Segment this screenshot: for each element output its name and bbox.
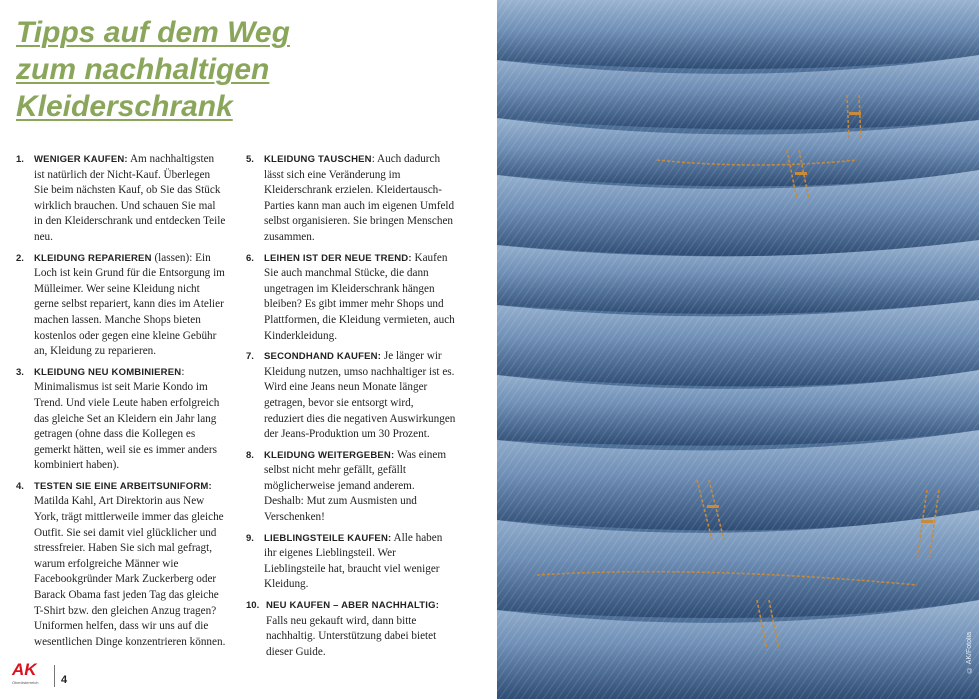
tip-heading: SECONDHAND KAUFEN: xyxy=(264,351,382,363)
tip-text: Kaufen Sie auch manchmal Stücke, die dann ungetragen im Kleiderschrank hängen bleiben? Es gibt immer mehr Shops und Plattformen, die Kleidung vermieten, auch Kinderkleidung. xyxy=(264,251,455,342)
title-line-1: Tipps auf dem Weg xyxy=(16,16,290,49)
tip-item xyxy=(246,251,456,345)
tip-number: 9. xyxy=(246,532,254,544)
tip-number: 3. xyxy=(16,366,24,378)
tip-item xyxy=(246,349,456,443)
tip-item xyxy=(16,152,226,246)
title-line-2: zum nachhaltigen xyxy=(16,53,270,86)
tip-heading: KLEIDUNG TAUSCHEN xyxy=(264,154,372,165)
logo-text: AK xyxy=(12,660,37,679)
tip-heading: KLEIDUNG WEITERGEBEN: xyxy=(264,449,395,461)
tip-item xyxy=(246,448,456,526)
tip-number: 5. xyxy=(246,154,254,165)
tip-heading: NEU KAUFEN – ABER NACHHALTIG: xyxy=(266,600,440,612)
tip-item xyxy=(246,598,456,660)
tip-item xyxy=(246,531,456,593)
jeans-photo xyxy=(497,0,979,699)
tip-text: Am nachhaltigsten ist natürlich der Nicht-Kauf. Überlegen Sie beim nächsten Kauf, ob Sie das Stück wirklich brauchen. Und schauen Sie mal in den Kleiderschrank und entdecken Teile neu. xyxy=(34,153,226,243)
page-title xyxy=(16,14,290,125)
tip-text: Was einem selbst nicht mehr gefällt, gefällt möglicherweise jemand anderem. Deshalb: Mut zum Ausmisten und Verschenken! xyxy=(264,448,447,524)
tip-text: : Auch dadurch lässt sich eine Veränderung im Kleiderschrank erzielen. Kleidertausch-Parties kann man auch im eigenen Umfeld selbst organisieren. Sie bringen Menschen zusammen. xyxy=(264,153,455,243)
photo-credit: © AK/Fotolia xyxy=(966,632,973,673)
tip-number: 6. xyxy=(246,252,254,264)
tip-heading: KLEIDUNG REPARIEREN xyxy=(34,252,152,264)
page-number: 4 xyxy=(61,674,68,686)
tip-number: 1. xyxy=(16,154,24,165)
tip-heading: LEIHEN IST DER NEUE TREND: xyxy=(264,252,412,264)
footer-divider xyxy=(54,665,55,687)
tip-number: 2. xyxy=(16,252,24,264)
tip-item xyxy=(246,152,456,246)
logo-subtext: Oberösterreich xyxy=(12,680,39,685)
tip-number: 4. xyxy=(16,480,24,492)
tip-text: (lassen): Ein Loch ist kein Grund für die Entsorgung im Mülleimer. Wer seine Kleidung nicht gerne selbst repariert, kann dies im Atelier machen lassen. Manche Shops bieten kostenlos oder gegen eine kleine Gebühr an, Kleidung zu reparieren. xyxy=(34,251,225,358)
tip-heading: KLEIDUNG NEU KOMBINIEREN xyxy=(34,366,182,378)
tip-heading: WENIGER KAUFEN: xyxy=(34,154,128,165)
tips-column-right xyxy=(246,152,456,665)
tip-text: Falls neu gekauft wird, dann bitte nachhaltig. Unterstützung dabei bietet dieser Guide. xyxy=(266,614,437,658)
tip-text: Je länger wir Kleidung nutzen, umso nachhaltiger ist es. Wird eine Jeans neun Monate länger getragen, bevor sie entsorgt wird, reduziert dies die negativen Auswirkungen der Jeans-Produktion um 30 Prozent. xyxy=(264,350,456,441)
tip-text: Alle haben ihr eigenes Lieblingsteil. Wer Lieblingsteile hat, braucht viel weniger Kleidung. xyxy=(264,531,443,591)
tip-number: 10. xyxy=(246,600,260,612)
page-footer xyxy=(12,659,67,689)
tip-text: Matilda Kahl, Art Direktorin aus New York, trägt mittlerweile immer das gleiche Outfit. Sie sei damit viel glücklicher und stressfreier. Haben Sie sich mal gefragt, warum erfolgreiche Männer wie Facebookgründer Mark Zuckerberg oder Barack Obama fast jeden Tag das gleiche T-Shirt bzw. den gleichen Anzug tragen? Uniformen helfen, dass wir uns auf die wesentlichen Dinge konzentrieren können. xyxy=(34,495,226,648)
tip-heading: LIEBLINGSTEILE KAUFEN: xyxy=(264,532,392,544)
tip-text: : Minimalismus ist seit Marie Kondo im Trend. Und viele Leute haben erfolgreich das gleiche Set an Kleidern ein Jahr lang getragen (ohne dass die Kollegen es gemerkt hätten, weil sie es immer anders kombiniert haben). xyxy=(34,365,220,472)
tip-heading: TESTEN SIE EINE ARBEITSUNIFORM: xyxy=(34,480,212,492)
title-line-3: Kleiderschrank xyxy=(16,90,233,123)
tips-column-left xyxy=(16,152,226,655)
tip-item xyxy=(16,479,226,651)
denim-stack-image xyxy=(497,0,979,699)
tip-item xyxy=(16,365,226,474)
ak-logo xyxy=(12,661,46,689)
tip-number: 7. xyxy=(246,351,254,363)
tip-number: 8. xyxy=(246,449,254,461)
tip-item xyxy=(16,251,226,360)
